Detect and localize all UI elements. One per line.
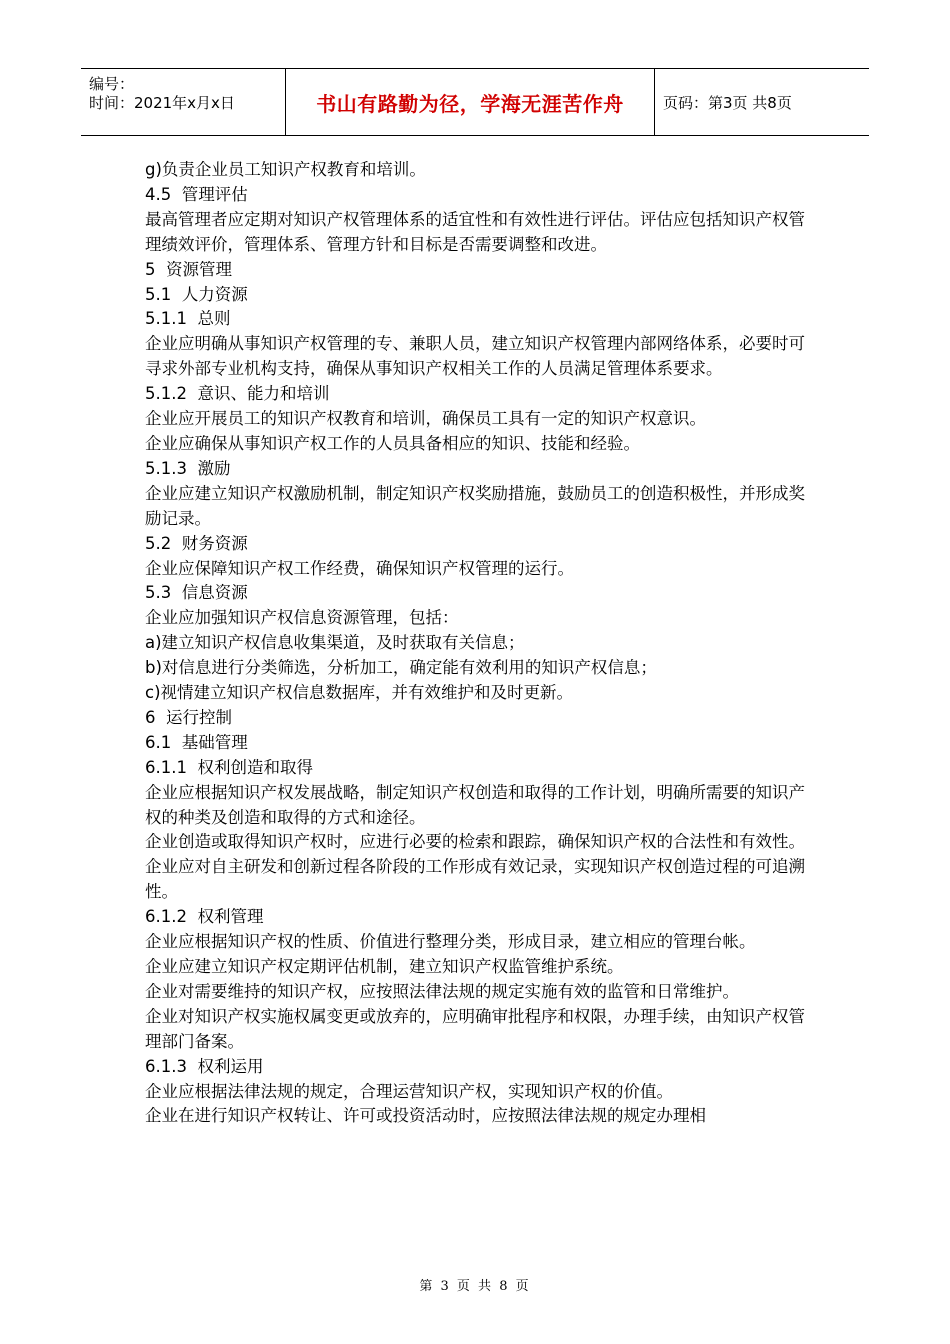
paragraph: 企业在进行知识产权转让、许可或投资活动时，应按照法律法规的规定办理相 — [145, 1106, 706, 1126]
paragraph: 企业应根据法律法规的规定，合理运营知识产权，实现知识产权的价值。 — [145, 1081, 673, 1101]
section-heading: 5 资源管理 — [145, 259, 232, 279]
list-item: a)建立知识产权信息收集渠道，及时获取有关信息； — [145, 633, 525, 653]
section-heading: 5.1.1 总则 — [145, 309, 231, 329]
page-header — [81, 68, 869, 136]
header-time-label: 时间：2021年x月x日 — [89, 94, 235, 112]
list-item: g)负责企业员工知识产权教育和培训。 — [145, 160, 426, 179]
paragraph: 企业创造或取得知识产权时，应进行必要的检索和跟踪，确保知识产权的合法性和有效性。 — [145, 832, 805, 852]
paragraph: 最高管理者应定期对知识产权管理体系的适宜性和有效性进行评估。评估应包括知识产权管理绩效评价，管理体系、管理方针和目标是否需要调整和改进。 — [145, 209, 805, 254]
section-heading: 6.1.3 权利运用 — [145, 1056, 264, 1076]
section-heading: 6.1.2 权利管理 — [145, 907, 264, 927]
paragraph: 企业应开展员工的知识产权教育和培训，确保员工具有一定的知识产权意识。 — [145, 409, 706, 429]
paragraph: 企业应建立知识产权定期评估机制，建立知识产权监管维护系统。 — [145, 957, 624, 976]
paragraph: 企业应根据知识产权发展战略，制定知识产权创造和取得的工作计划，明确所需要的知识产权的种类及创造和取得的方式和途径。 — [145, 782, 805, 827]
list-item: c)视情建立知识产权信息数据库，并有效维护和及时更新。 — [145, 683, 574, 703]
section-heading: 5.1.2 意识、能力和培训 — [145, 384, 330, 404]
paragraph: 企业应加强知识产权信息资源管理，包括： — [145, 608, 459, 628]
header-number-label: 编号： — [89, 75, 135, 93]
section-heading: 5.3 信息资源 — [145, 583, 248, 603]
header-page-info: 页码：第3页 共8页 — [663, 93, 792, 112]
document-body — [145, 158, 815, 1129]
paragraph: 企业对知识产权实施权属变更或放弃的，应明确审批程序和权限，办理手续，由知识产权管理部门备案。 — [145, 1006, 805, 1051]
paragraph: 企业应保障知识产权工作经费，确保知识产权管理的运行。 — [145, 558, 574, 578]
paragraph: 企业应对自主研发和创新过程各阶段的工作形成有效记录，实现知识产权创造过程的可追溯性。 — [145, 857, 805, 902]
paragraph: 企业对需要维持的知识产权，应按照法律法规的规定实施有效的监管和日常维护。 — [145, 981, 739, 1001]
paragraph: 企业应建立知识产权激励机制，制定知识产权奖励措施，鼓励员工的创造积极性，并形成奖励记录。 — [145, 483, 805, 528]
section-heading: 4.5 管理评估 — [145, 184, 248, 204]
paragraph: 企业应明确从事知识产权管理的专、兼职人员，建立知识产权管理内部网络体系，必要时可寻求外部专业机构支持，确保从事知识产权相关工作的人员满足管理体系要求。 — [145, 334, 805, 379]
section-heading: 5.2 财务资源 — [145, 533, 248, 553]
section-heading: 6 运行控制 — [145, 707, 232, 727]
section-heading: 6.1.1 权利创造和取得 — [145, 757, 313, 777]
header-meta — [89, 69, 285, 135]
header-motto: 书山有路勤为径，学海无涯苦作舟 — [316, 91, 624, 116]
section-heading: 5.1 人力资源 — [145, 284, 248, 304]
section-heading: 6.1 基础管理 — [145, 732, 248, 752]
paragraph: 企业应确保从事知识产权工作的人员具备相应的知识、技能和经验。 — [145, 433, 640, 453]
section-heading: 5.1.3 激励 — [145, 458, 231, 478]
paragraph: 企业应根据知识产权的性质、价值进行整理分类，形成目录，建立相应的管理台帐。 — [145, 932, 756, 952]
list-item: b)对信息进行分类筛选，分析加工，确定能有效利用的知识产权信息； — [145, 658, 657, 678]
page-footer: 第 3 页 共 8 页 — [419, 1279, 531, 1294]
